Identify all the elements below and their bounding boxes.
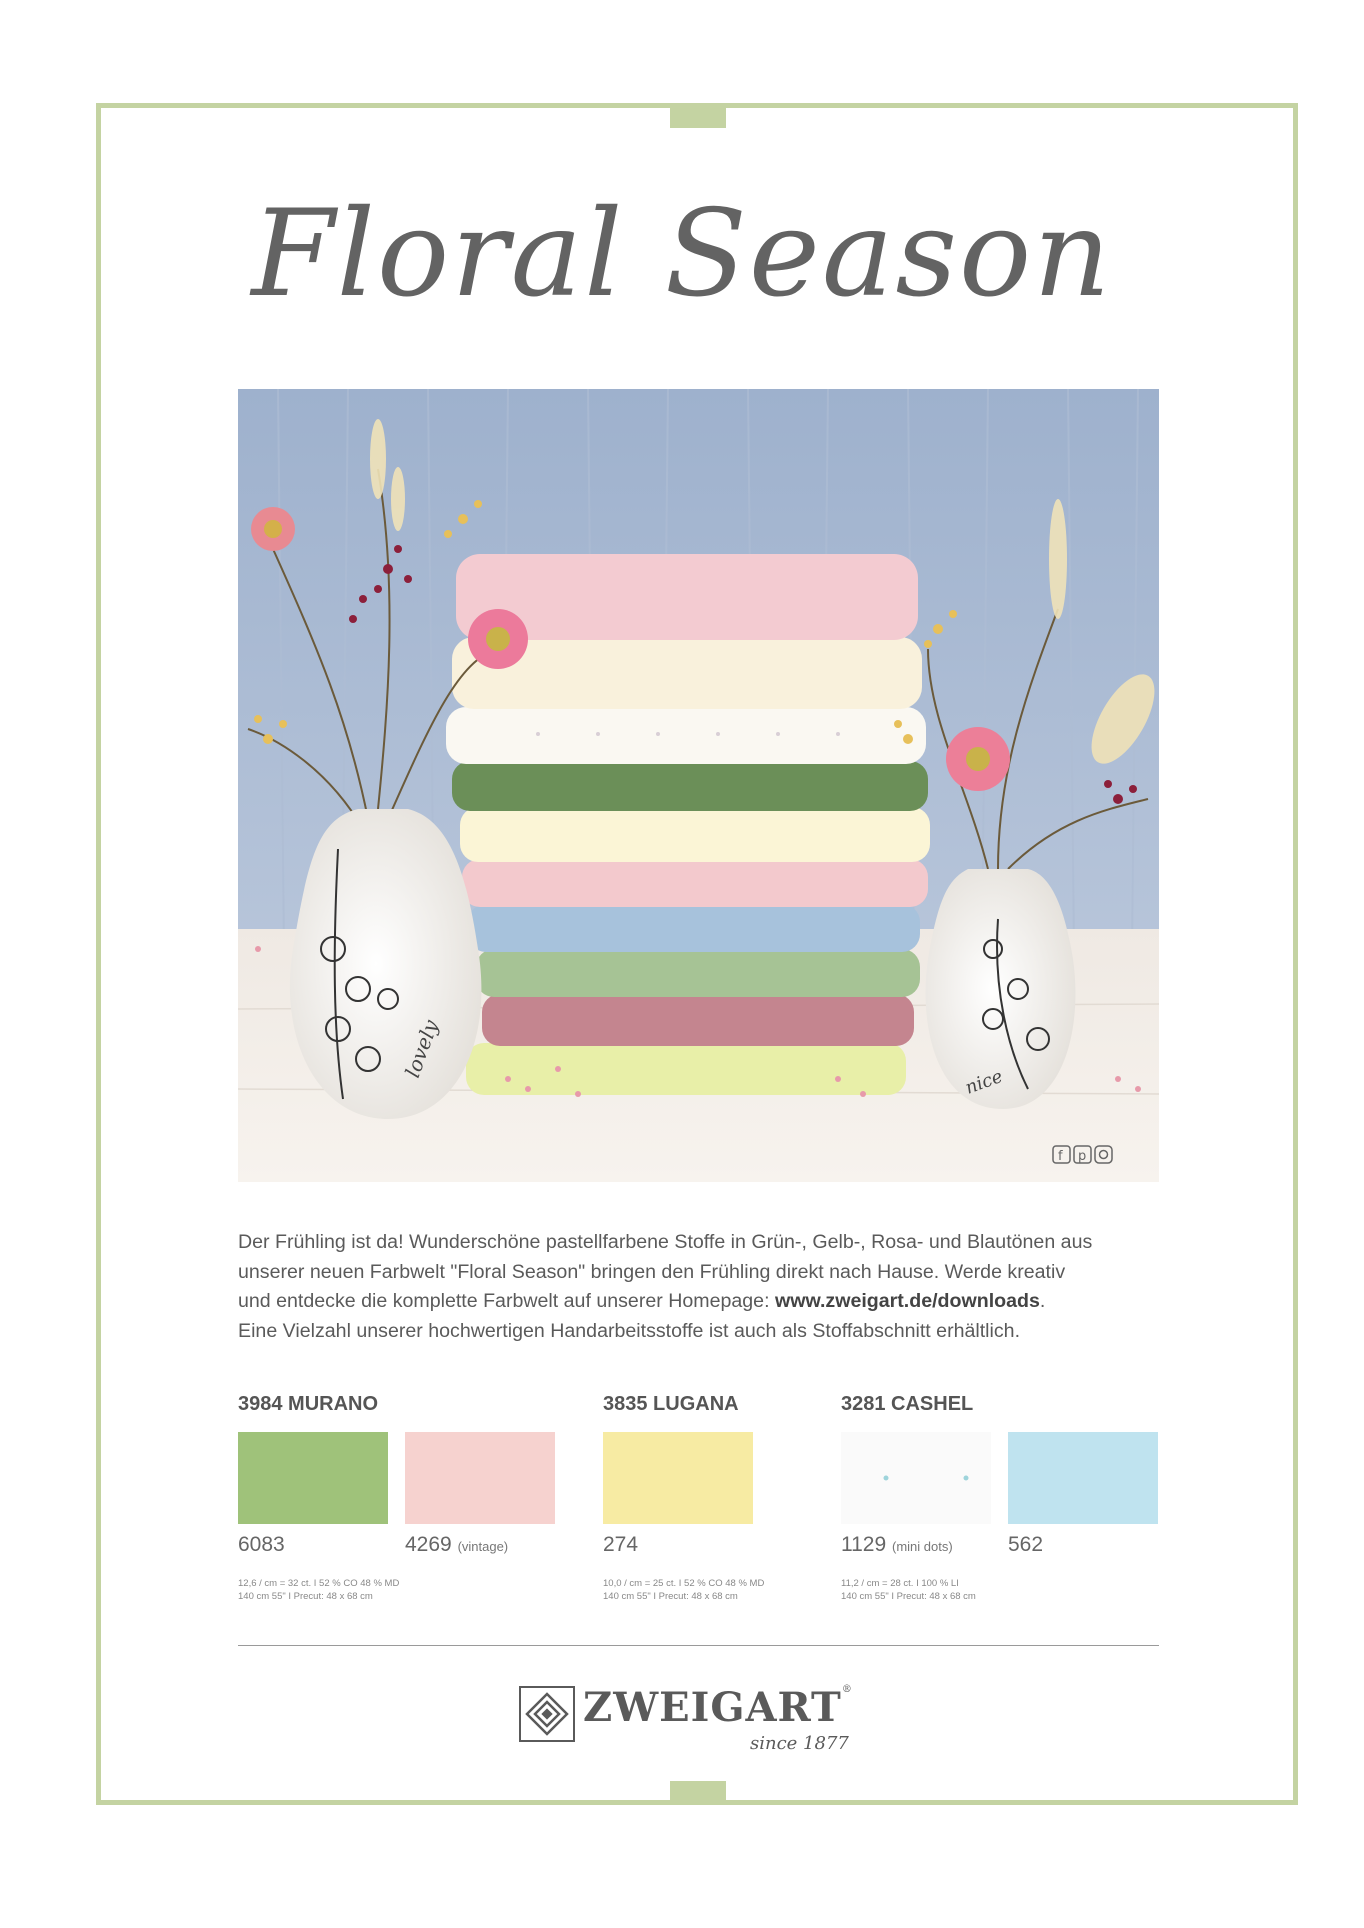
swatch-1129 (841, 1432, 991, 1524)
intro-line-4: Eine Vielzahl unserer hochwertigen Handarbeitsstoffe ist auch als Stoffabschnitt erhältlich. (238, 1319, 1021, 1342)
logo-since: since 1877 (750, 1733, 849, 1754)
product-name-cashel: 3281 CASHEL (841, 1393, 974, 1415)
frame-tab-top (670, 108, 726, 128)
vase-right-lettering: nice (962, 1065, 1006, 1099)
product-photo (238, 389, 1159, 1182)
spec-cashel: 11,2 / cm = 28 ct. I 100 % LI 140 cm 55" I Precut: 48 x 68 cm (841, 1578, 976, 1602)
color-code-562: 562 (1008, 1533, 1044, 1556)
page-title: Floral Season (251, 185, 1113, 324)
downloads-link[interactable]: www.zweigart.de/downloads (774, 1290, 1040, 1312)
intro-line-1: Der Frühling ist da! Wunderschöne pastellfarbene Stoffe in Grün-, Gelb-, Rosa- und Blautönen aus (238, 1231, 1093, 1253)
svg-text:p: p (1078, 1149, 1087, 1164)
intro-text (238, 1228, 1159, 1346)
swatch-562 (1008, 1432, 1158, 1524)
color-code-274: 274 (603, 1533, 639, 1556)
vase-left-lettering: lovely (400, 1016, 443, 1081)
swatch-6083 (238, 1432, 388, 1524)
intro-line-2: unserer neuen Farbwelt "Floral Season" bringen den Frühling direkt nach Hause. Werde kreativ (238, 1260, 1066, 1283)
color-code-6083: 6083 (238, 1533, 285, 1556)
intro-line-3-end: . (1039, 1290, 1046, 1312)
color-code-4269: 4269 (vintage) (405, 1533, 509, 1556)
product-name-lugana: 3835 LUGANA (603, 1393, 739, 1415)
intro-line-3 (238, 1287, 1159, 1317)
spec-lugana: 10,0 / cm = 25 ct. I 52 % CO 48 % MD 140 cm 55" I Precut: 48 x 68 cm (603, 1578, 765, 1602)
color-code-1129: 1129 (mini dots) (841, 1533, 953, 1556)
zweigart-logo-text: ZWEIGART® (583, 1684, 853, 1731)
frame-tab-bottom (670, 1781, 726, 1801)
svg-text:f: f (1058, 1149, 1063, 1164)
divider (238, 1645, 1159, 1646)
product-name-murano: 3984 MURANO (238, 1393, 379, 1415)
swatch-274 (603, 1432, 753, 1524)
swatch-4269 (405, 1432, 555, 1524)
intro-line-3-text: und entdecke die komplette Farbwelt auf unserer Homepage: (238, 1290, 775, 1312)
spec-murano: 12,6 / cm = 32 ct. I 52 % CO 48 % MD 140 cm 55" I Precut: 48 x 68 cm (238, 1578, 400, 1602)
zweigart-logo-icon (519, 1686, 575, 1742)
